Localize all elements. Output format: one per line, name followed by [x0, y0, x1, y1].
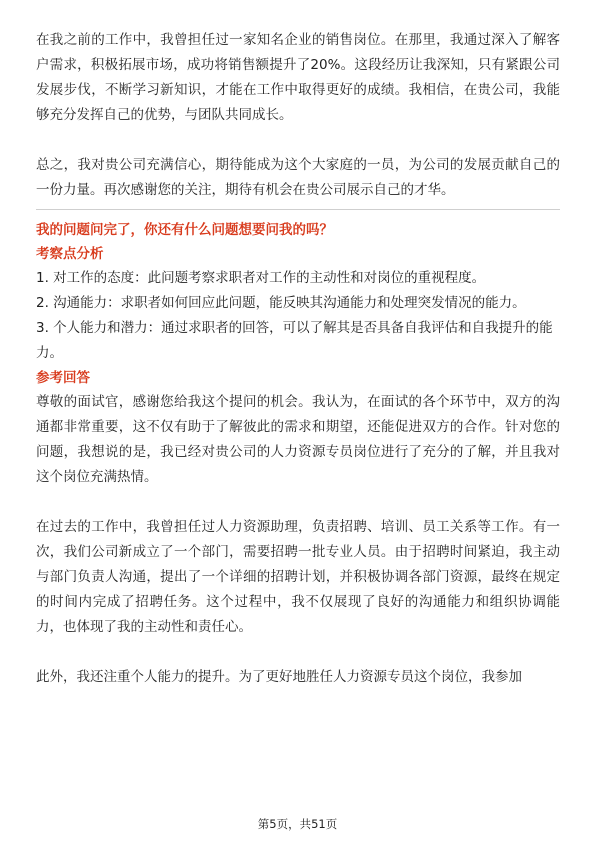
section-divider: [36, 209, 560, 210]
analysis-point: 3. 个人能力和潜力：通过求职者的回答，可以了解其是否具备自我评估和自我提升的能力。: [36, 320, 553, 361]
analysis-heading: 考察点分析: [36, 246, 104, 262]
page-number-footer: 第5页，共51页: [257, 817, 338, 831]
paragraph-gap: [36, 490, 560, 515]
reference-paragraph-3: 此外，我还注重个人能力的提升。为了更好地胜任人力资源专员这个岗位，我参加: [36, 669, 522, 685]
paragraph-gap: [36, 128, 560, 153]
analysis-point: 1. 对工作的态度：此问题考察求职者对工作的主动性和对岗位的重视程度。: [36, 270, 486, 286]
intro-paragraph-1: 在我之前的工作中，我曾担任过一家知名企业的销售岗位。在那里，我通过深入了解客户需求，积极拓展市场，成功将销售额提升了20%。这段经历让我深知，只有紧跟公司发展步伐，不断学习新知识，才能在工作中取得更好的成绩。我相信，在贵公司，我能够充分发挥自己的优势，与团队共同成长。: [36, 32, 560, 123]
reference-answer-heading: 参考回答: [36, 370, 90, 386]
analysis-point: 2. 沟通能力：求职者如何回应此问题，能反映其沟通能力和处理突发情况的能力。: [36, 295, 526, 311]
analysis-points-list: [36, 266, 560, 366]
reference-paragraph-1: 尊敬的面试官，感谢您给我这个提问的机会。我认为，在面试的各个环节中，双方的沟通都非常重要，这不仅有助于了解彼此的需求和期望，还能促进双方的合作。针对您的问题，我想说的是，我已经对贵公司的人力资源专员岗位进行了充分的了解，并且我对这个岗位充满热情。: [36, 394, 560, 485]
paragraph-gap: [36, 640, 560, 665]
reference-paragraph-2: 在过去的工作中，我曾担任过人力资源助理，负责招聘、培训、员工关系等工作。有一次，我们公司新成立了一个部门，需要招聘一批专业人员。由于招聘时间紧迫，我主动与部门负责人沟通，提出了一个详细的招聘计划，并积极协调各部门资源，最终在规定的时间内完成了招聘任务。这个过程中，我不仅展现了良好的沟通能力和组织协调能力，也体现了我的主动性和责任心。: [36, 519, 560, 635]
interview-question: 我的问题问完了，你还有什么问题想要问我的吗？: [36, 222, 333, 238]
document-page: [36, 28, 560, 690]
intro-paragraph-2: 总之，我对贵公司充满信心，期待能成为这个大家庭的一员，为公司的发展贡献自己的一份力量。再次感谢您的关注，期待有机会在贵公司展示自己的才华。: [36, 157, 560, 198]
